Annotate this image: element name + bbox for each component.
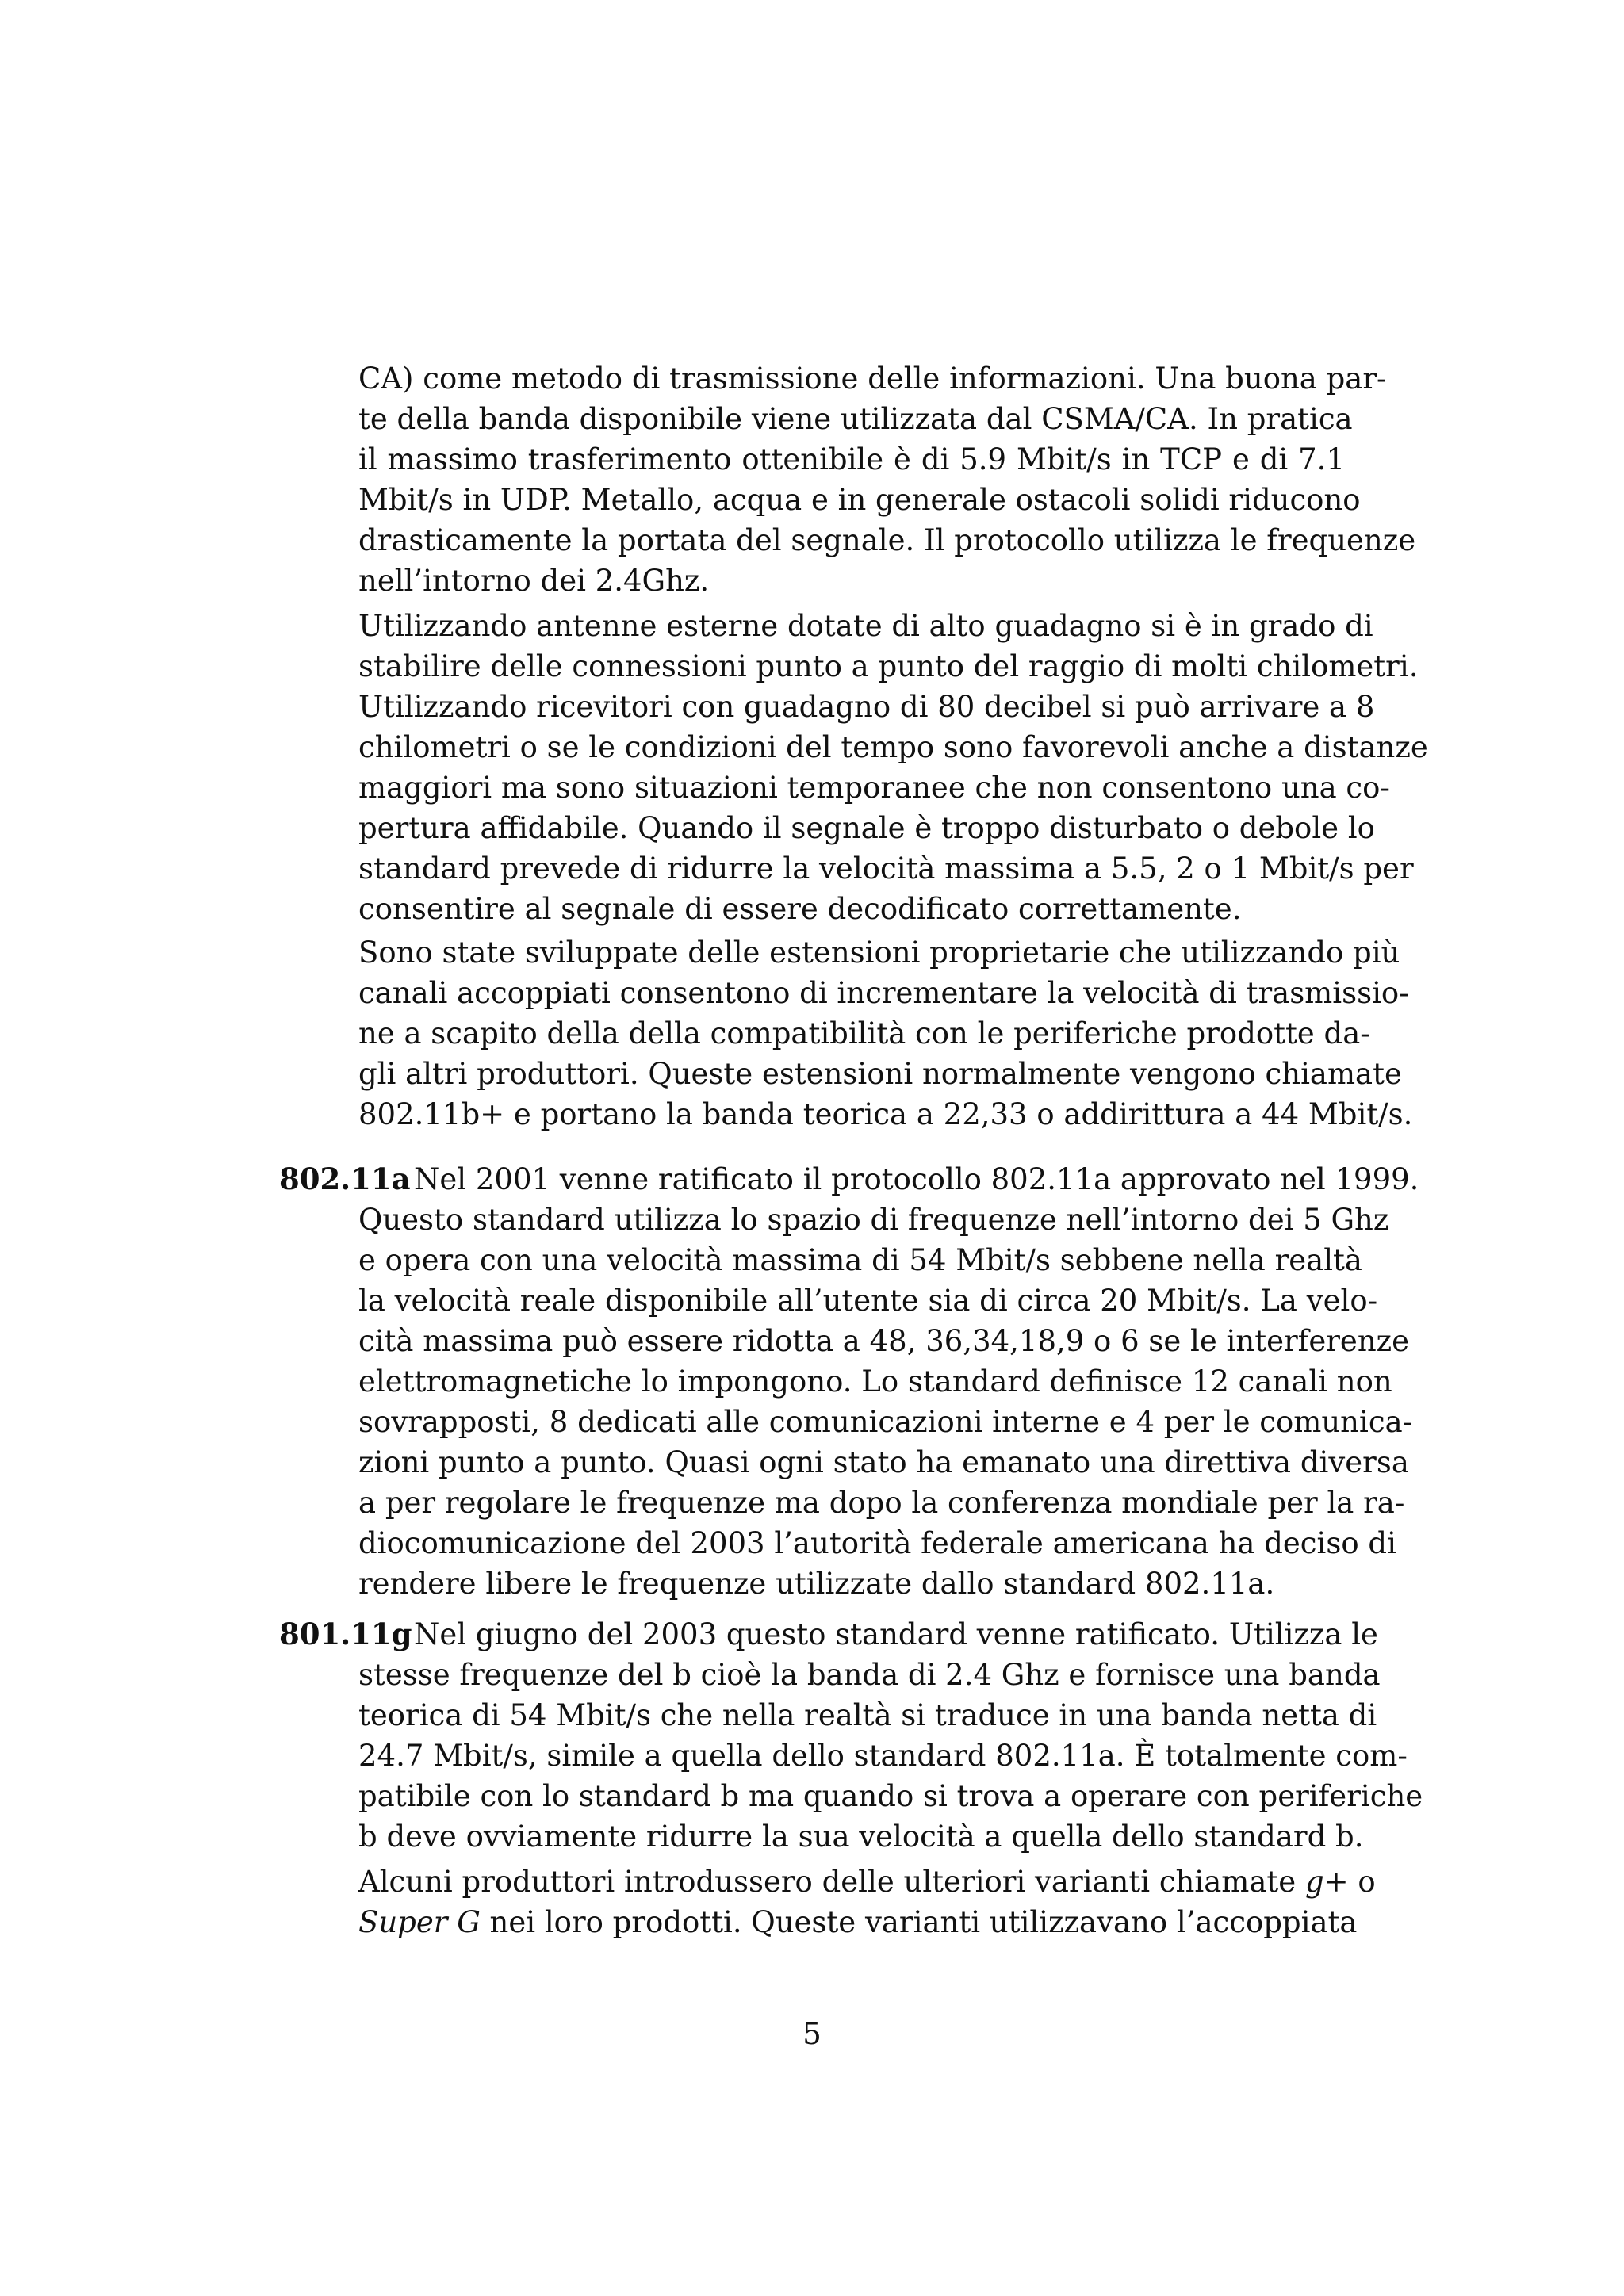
variant-g-plus: g+ (1304, 1865, 1349, 1899)
text-line: Utilizzando antenne esterne dotate di alto guadagno si è in grado di (358, 609, 1373, 643)
text-line: nell’intorno dei 2.4Ghz. (358, 564, 710, 598)
text-line: Nel 2001 venne ratificato il protocollo 802.11a approvato nel 1999. (414, 1162, 1419, 1196)
text-line: diocomunicazione del 2003 l’autorità federale americana ha deciso di (358, 1526, 1396, 1560)
description-802-11a (358, 1159, 1419, 1604)
paragraph-varianti (358, 1862, 1376, 1942)
text-line: zioni punto a punto. Quasi ogni stato ha emanato una direttiva diversa (358, 1445, 1409, 1479)
text-line: Utilizzando ricevitori con guadagno di 80 decibel si può arrivare a 8 (358, 690, 1375, 724)
text-line: sovrapposti, 8 dedicati alle comunicazioni interne e 4 per le comunica- (358, 1405, 1413, 1439)
paragraph-estensioni (358, 932, 1413, 1135)
text-line: chilometri o se le condizioni del tempo sono favorevoli anche a distanze (358, 730, 1428, 764)
term-801-11g: 801.11g (279, 1617, 412, 1651)
text-line: teorica di 54 Mbit/s che nella realtà si traduce in una banda netta di (358, 1698, 1377, 1732)
paragraph-csma (358, 358, 1416, 601)
text-line: maggiori ma sono situazioni temporanee che non consentono una co- (358, 771, 1390, 805)
variant-super-g: Super G (358, 1905, 481, 1939)
text-line: stabilire delle connessioni punto a punto del raggio di molti chilometri. (358, 649, 1419, 683)
text-line: Mbit/s in UDP. Metallo, acqua e in generale ostacoli solidi riducono (358, 483, 1361, 517)
text-line: standard prevede di ridurre la velocità massima a 5.5, 2 o 1 Mbit/s per (358, 851, 1414, 886)
text-line (358, 1902, 1358, 1942)
text-line: cità massima può essere ridotta a 48, 36,34,18,9 o 6 se le interferenze (358, 1324, 1410, 1358)
text-line: pertura affidabile. Quando il segnale è troppo disturbato o debole lo (358, 811, 1375, 845)
text-line: Sono state sviluppate delle estensioni proprietarie che utilizzando più (358, 936, 1400, 970)
text-segment: nei loro prodotti. Queste varianti utilizzavano l’accoppiata (480, 1905, 1358, 1939)
text-line: stesse frequenze del b cioè la banda di 2.4 Ghz e fornisce una banda (358, 1658, 1381, 1692)
paragraph-antenne (358, 606, 1428, 929)
page-number: 5 (802, 2017, 822, 2051)
text-line: Questo standard utilizza lo spazio di frequenze nell’intorno dei 5 Ghz (358, 1203, 1389, 1237)
text-line: la velocità reale disponibile all’utente sia di circa 20 Mbit/s. La velo- (358, 1284, 1378, 1318)
text-line: Nel giugno del 2003 questo standard venne ratificato. Utilizza le (414, 1617, 1378, 1651)
term-802-11a: 802.11a (279, 1161, 411, 1196)
text-line: drasticamente la portata del segnale. Il protocollo utilizza le frequenze (358, 523, 1416, 557)
text-line: gli altri produttori. Queste estensioni normalmente vengono chiamate (358, 1057, 1402, 1091)
text-line: rendere libere le frequenze utilizzate dallo standard 802.11a. (358, 1567, 1275, 1601)
text-line: il massimo trasferimento ottenibile è di 5.9 Mbit/s in TCP e di 7.1 (358, 442, 1345, 476)
text-segment: Alcuni produttori introdussero delle ulteriori varianti chiamate (358, 1865, 1305, 1899)
text-line: patibile con lo standard b ma quando si trova a operare con periferiche (358, 1779, 1423, 1813)
text-line: CA) come metodo di trasmissione delle informazioni. Una buona par- (358, 362, 1387, 396)
text-line: 24.7 Mbit/s, simile a quella dello standard 802.11a. È totalmente com- (358, 1739, 1408, 1773)
text-line: a per regolare le frequenze ma dopo la conferenza mondiale per la ra- (358, 1486, 1405, 1520)
text-line: b deve ovviamente ridurre la sua velocità a quella dello standard b. (358, 1820, 1364, 1854)
text-line: ne a scapito della della compatibilità con le periferiche prodotte da- (358, 1016, 1370, 1050)
text-line: consentire al segnale di essere decodificato correttamente. (358, 892, 1242, 926)
text-line: 802.11b+ e portano la banda teorica a 22,33 o addirittura a 44 Mbit/s. (358, 1097, 1413, 1131)
text-line: e opera con una velocità massima di 54 Mbit/s sebbene nella realtà (358, 1243, 1362, 1277)
text-segment: o (1348, 1865, 1376, 1899)
text-line: elettromagnetiche lo impongono. Lo standard definisce 12 canali non (358, 1364, 1392, 1399)
description-801-11g (358, 1614, 1423, 1857)
text-line (358, 1862, 1376, 1902)
text-line: te della banda disponibile viene utilizzata dal CSMA/CA. In pratica (358, 402, 1353, 436)
text-line: canali accoppiati consentono di incrementare la velocità di trasmissio- (358, 976, 1409, 1010)
